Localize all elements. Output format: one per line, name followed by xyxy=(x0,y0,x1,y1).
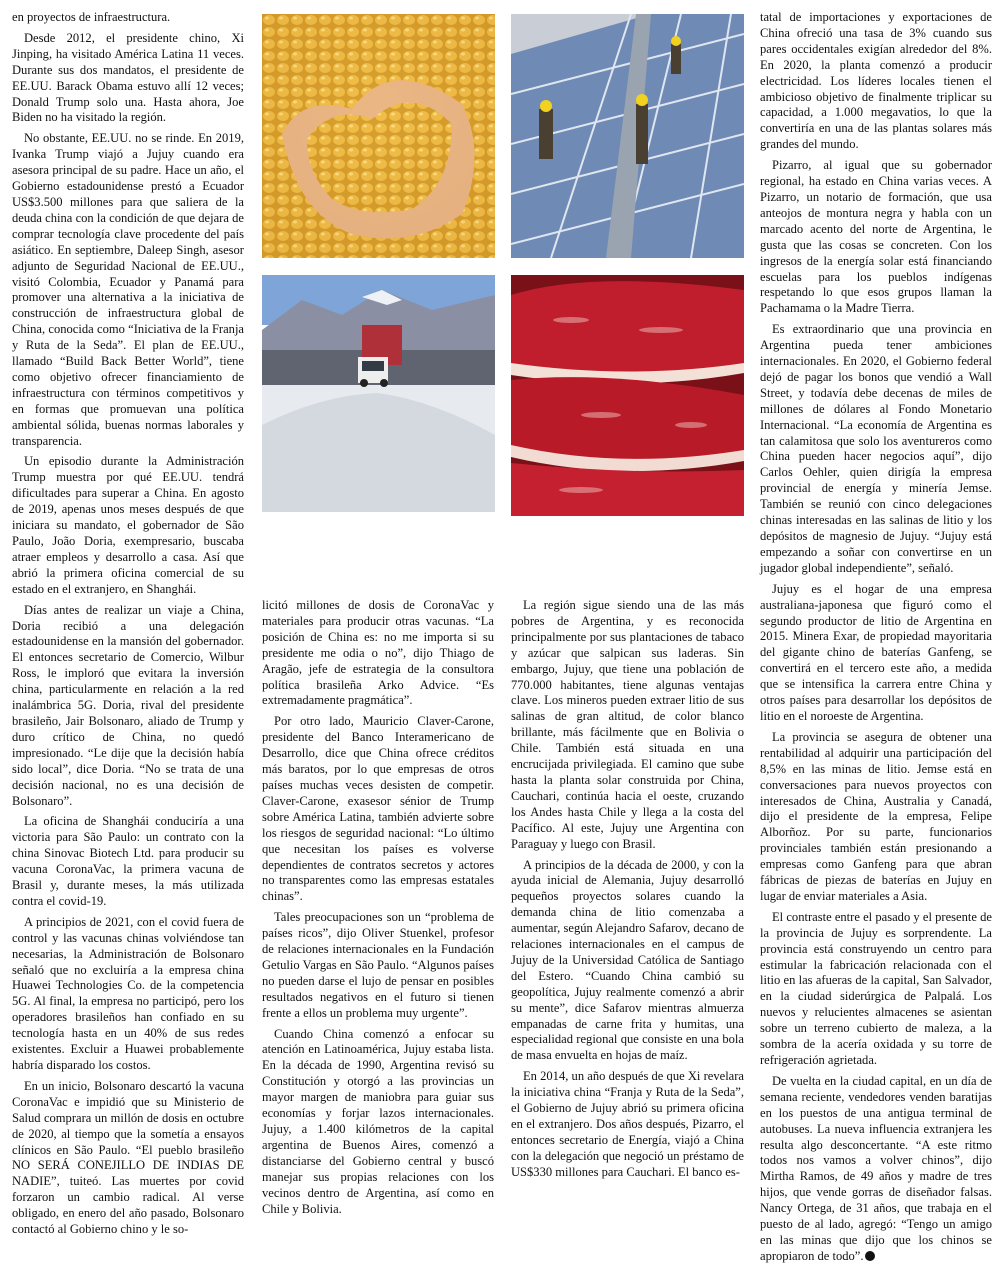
paragraph xyxy=(760,1074,992,1265)
paragraph: La provincia se asegura de obtener una rentabilidad al adquirir una participación del 8,5% en las minas de litio. Jemse está en conversaciones para nuevos proyectos con interesados de China, Australia y Canadá, dijo el presidente de la empresa, Felipe Alborñoz. Por su parte, funcionarios provinciales también están presionando a empresas como Ganfeng para que abran fábricas de piezas de baterías en Jujuy en lugar de enviar materiales a Asia. xyxy=(760,729,992,903)
paragraph: Tales preocupaciones son un “problema de países ricos”, dijo Oliver Stuenkel, profesor de relaciones internacionales en la Fundación Getulio Vargas en São Paulo. “Algunos países no pueden darse el lujo de pensar en posibles resultados negativos en el futuro si tienen frente a ellos un problema muy urgente”. xyxy=(262,910,494,1020)
paragraph: A principios de la década de 2000, y con la ayuda inicial de Alemania, Jujuy desarrolló pequeños proyectos solares cuando la demanda china de litio comenzaba a aumentar, según Alejandro Safarov, decano de relaciones internacionales en el campus de Jujuy de la Universidad Católica de Santiago del Estero. “Cuando China cambió su geopolítica, Jujuy realmente comenzó a abrir su mente”, dice Safarov mientras almuerza empanadas de carne frita y humitas, una especialidad regional que consiste en una bola de masa envuelta en hojas de maíz. xyxy=(511,857,744,1063)
paragraph: Por otro lado, Mauricio Claver-Carone, presidente del Banco Interamericano de Desarrollo, dice que China ofrece créditos más baratos, por lo que empresas de otros países muchas veces desisten de competir. Claver-Carone, exasesor sénior de Trump sobre América Latina, también advierte sobre los riesgos de seguridad nacional: “Lo último que necesitan los países es volverse dependientes de contratos secretos y actores no transparentes como las empresas estatales chinas”. xyxy=(262,714,494,904)
paragraph: Es extraordinario que una provincia en Argentina pueda tener ambiciones internacionales. En 2020, el Gobierno federal dejó de pagar los bonos que vendió a Wall Street, y todavía debe decenas de miles de millones de dólares al Fondo Monetario Internacional. “La economía de Argentina es tan calamitosa que solo los aventureros como China pueden hacer negocios aquí”, dijo Carlos Oehler, quien dirigía la empresa provincial de energía y minería Jemse. También se reunió con cinco delegaciones chinas interesadas en las salinas de litio y los depósitos de magnesio de Jujuy. “Jujuy está empezando a soñar con convertirse en un jugador global independiente”, señaló. xyxy=(760,322,992,575)
paragraph: La región sigue siendo una de las más pobres de Argentina, y es reconocida principalmente por sus plantaciones de tabaco y azúcar que salpican sus laderas. Sin embargo, Jujuy, que tiene una población de 770.000 habitantes, tiene algunas ventajas clave. Los mineros pueden extraer litio de sus salinas de gran altitud, de color blanco brillante, más fácilmente que en Bolivia o Chile. También está situada en una encrucijada privilegiada. El camino que sube hasta la planta solar construida por China, Cauchari, continúa hacia el oeste, cruzando los Andes hasta Chile y llega a la costa del Pacífico. Al este, Jujuy une Argentina con Paraguay y luego con Brasil. xyxy=(511,598,744,851)
paragraph: Jujuy es el hogar de una empresa australiana-japonesa que figuró como el segundo productor de litio de Argentina en 2015. Minera Exar, de propiedad mayoritaria del gigante chino de baterías Ganfeng, se convertirá en el tercero este año, a medida que se intensifica la carrera entre China y otros países para desarrollar los depósitos de litio en el noroeste de Argentina. xyxy=(760,581,992,723)
column-4 xyxy=(760,10,992,1270)
paragraph: El contraste entre el pasado y el presente de la provincia de Jujuy es sorprendente. La provincia está construyendo un centro para estimular la fabricación relacionada con el litio en las afueras de la capital, San Salvador, en la ciudad siderúrgica de Palpalá. Los nuevos y relucientes almacenes se asientan sobre un terreno cubierto de maleza, a la sombra de la acería oxidada y su torre de refrigeración agrietada. xyxy=(760,909,992,1067)
paragraph: en proyectos de infraestructura. xyxy=(12,10,171,24)
beef-photo xyxy=(511,275,744,516)
paragraph: La oficina de Shanghái conduciría a una victoria para São Paulo: un contrato con la china Sinovac Biotech Ltd. para producir su vacuna CoronaVac, la primera vacuna de Brasil y, durante meses, la más utilizada contra el covid-19. xyxy=(12,814,244,908)
paragraph: A principios de 2021, con el covid fuera de control y las vacunas chinas volviéndose tan necesarias, la Administración de Bolsonaro señaló que no excluiría a la empresa china Huawei Technologies Co. de la competencia 5G. Al final, la empresa no participó, pero los operadores brasileños han confiado en su tecnología hasta en un 40% de sus redes existentes. Excluir a Huawei probablemente habría disparado los costos. xyxy=(12,914,244,1072)
column-1 xyxy=(12,10,244,1243)
end-of-article-icon xyxy=(865,1251,875,1261)
paragraph: Un episodio durante la Administración Trump muestra por qué EE.UU. tendrá dificultades para superar a China. En agosto de 2019, apenas unos meses después de que iniciara su mandato, el gobernador de São Paulo, João Doria, exempresario, buscaba atraer empleos y desarrollo a casa. Así que abrió la primera oficina comercial de su estado en el extranjero, en Shanghái. xyxy=(12,454,244,596)
paragraph: En 2014, un año después de que Xi revelara la iniciativa china “Franja y Ruta de la Seda”, el Gobierno de Jujuy abrió su primera oficina en el extranjero. Dos años después, Pizarro, el entonces secretario de Energía, viajó a China con la delegación que negoció un préstamo de US$330 millones para Cauchari. El banco es- xyxy=(511,1069,744,1179)
column-3 xyxy=(511,598,744,1186)
paragraph: Días antes de realizar un viaje a China, Doria recibió a una delegación estadounidense en la mansión del gobernador. El entonces secretario de Comercio, Wilbur Ross, le imploró que evitara la inversión china, particularmente en relación a la red inalámbrica 5G. Doria, rival del presidente brasileño, Jair Bolsonaro, aliado de Trump y duro crítico de China, no quedó impresionado. “Le dije que la decisión había sido local”, dice Doria. “No se trata de una decisión nacional, no es una decisión de Bolsonaro”. xyxy=(12,602,244,808)
paragraph: tatal de importaciones y exportaciones de China ofreció una tasa de 3% cuando sus pares occidentales exigían alrededor del 8%. En 2020, la planta comenzó a producir electricidad. Los líderes locales tienen el ambicioso objetivo de finalmente triplicar su capacidad, a 1.000 megavatios, lo que la convertiría en una de las plantas solares más grandes del mundo. xyxy=(760,10,992,152)
column-2 xyxy=(262,598,494,1222)
paragraph: Pizarro, al igual que su gobernador regional, ha estado en China varias veces. A Pizarro, un notario de formación, que usa anteojos de montura negra y habla con un marcado acento del norte de Argentina, le gusta que las cosas se concreten. Con los ingresos de la energía solar está financiando escuelas para los pueblos indígenas respetando lo que esos grupos llaman la Pachamama o la Madre Tierra. xyxy=(760,158,992,316)
paragraph: licitó millones de dosis de CoronaVac y materiales para producir otras vacunas. “La posición de China es: no me importa si su presidente me odia o no”, dijo Thiago de Aragão, jefe de estrategia de la consultora política brasileña Arko Advice. “Es extremadamente pragmática”. xyxy=(262,598,494,708)
paragraph: No obstante, EE.UU. no se rinde. En 2019, Ivanka Trump viajó a Jujuy cuando era asesora principal de su padre. Hace un año, el Gobierno estadounidense prestó a Ecuador US$3.500 millones para que saliera de la deuda china con la condición de que dejara de comprar tecnología clave procedente del país asiático. En septiembre, Daleep Singh, asesor adjunto de Seguridad Nacional de EE.UU., visitó Colombia, Ecuador y Panamá para promover una alternativa a la iniciativa de construcción de infraestructura global de China, conocida como “Iniciativa de la Franja y Ruta de la Seda”. El plan de EE.UU., llamado “Build Back Better World”, tiene como objetivo ofrecer financiamiento de infraestructura con términos competitivos y en formas que promuevan una política ambiental sólida, buenas normas laborales y transparencia. xyxy=(12,131,244,448)
solar-panels-photo xyxy=(511,14,744,258)
last-paragraph-text: De vuelta en la ciudad capital, en un día de semana reciente, vendedores venden baratijas en los puestos de una antigua terminal de autobuses. La nueva influencia extranjera les resulta algo desconcertante. “A este ritmo todos nos vamos a volver chinos”, dijo Mirtha Ramos, de 49 años y madre de tres hijos, que vende gorras de diseñador falsas. Nancy Ortega, de 31 años, que trabaja en el puesto de al lado, agregó: “Tengo un amigo en las minas que dijo que los chinos se apropiaron de todo”. xyxy=(760,1073,992,1263)
paragraph: Cuando China comenzó a enfocar su atención en Latinoamérica, Jujuy estaba lista. En la década de 1990, Argentina revisó su Constitución y otorgó a las provincias un mayor margen de maniobra para guiar sus economías y forjar lazos internacionales. Jujuy, a 1.400 kilómetros de la capital argentina de Buenos Aires, comenzó a distanciarse del Gobierno central y buscó manejar sus propias relaciones con los vecinos dentro de Argentina, así como en Chile y Bolivia. xyxy=(262,1026,494,1216)
paragraph: En un inicio, Bolsonaro descartó la vacuna CoronaVac e impidió que su Ministerio de Salud comprara un millón de dosis en octubre de 2020, al tiempo que la sometía a ensayos clínicos en São Paulo. “El pueblo brasileño NO SERÁ CONEJILLO DE INDIAS DE NADIE”, tuiteó. Las muertes por covid forzaron un cambio radical. Al verse obligado, en enero del año pasado, Bolsonaro contactó al Gobierno chino y le so- xyxy=(12,1078,244,1237)
lithium-salt-flat-photo xyxy=(262,275,495,512)
soybeans-photo xyxy=(262,14,495,258)
paragraph: Desde 2012, el presidente chino, Xi Jinping, ha visitado América Latina 11 veces. Durante sus dos mandatos, el presidente de EE.UU. Barack Obama estuvo allí 12 veces; Donald Trump solo una. Hasta ahora, Joe Biden no ha visitado la región. xyxy=(12,30,244,125)
